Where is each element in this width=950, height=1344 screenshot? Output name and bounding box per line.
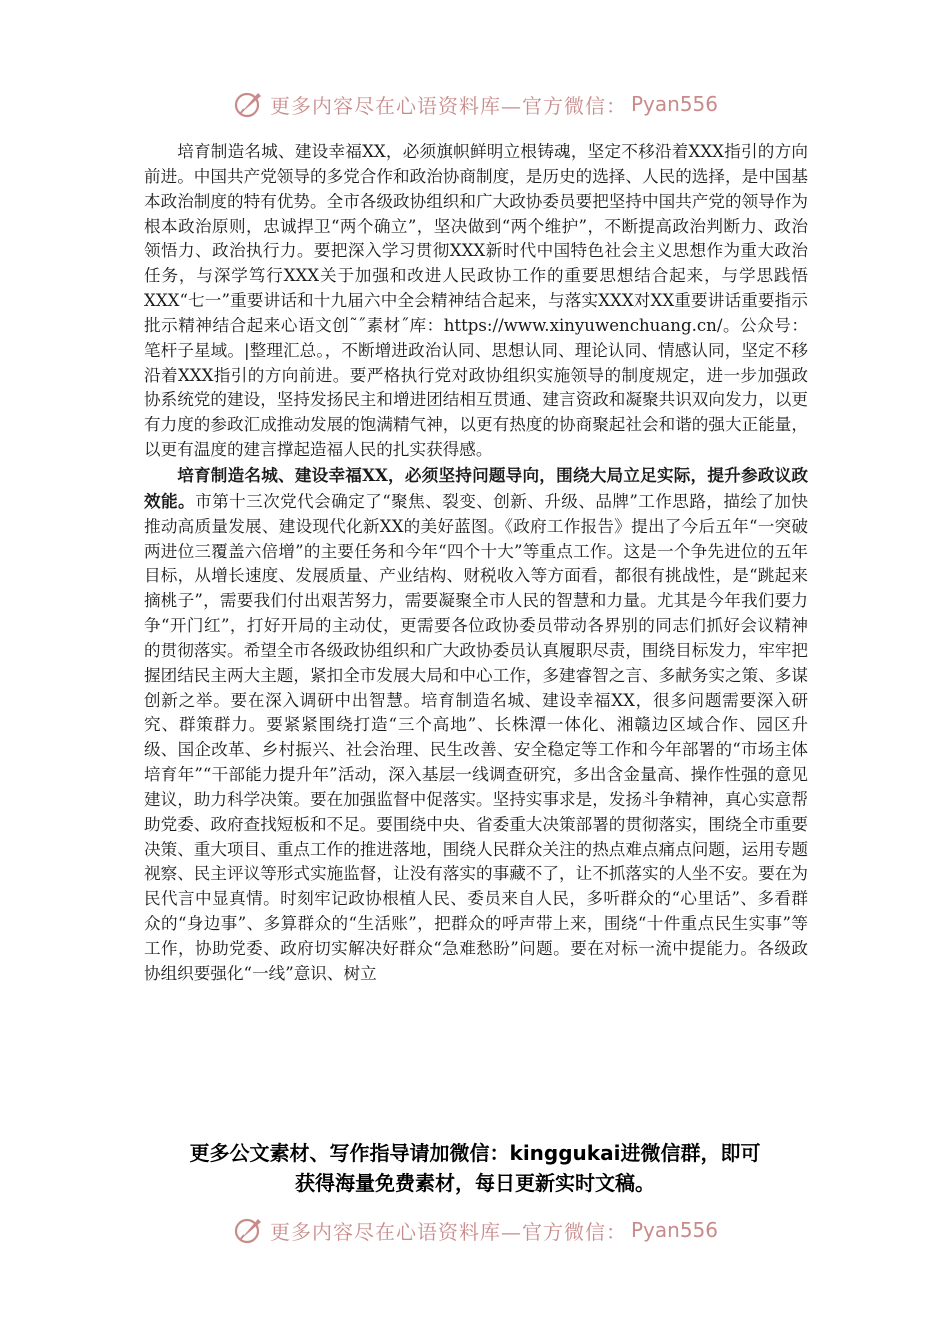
watermark-footer: [0, 1210, 950, 1250]
paragraph-1: 培育制造名城、建设幸福XX，必须旗帜鲜明立根铸魂，坚定不移沿着XXX指引的方向前进。中国共产党领导的多党合作和政治协商制度，是历史的选择、人民的选择，是中国基本政治制度的特有优势。全市各级政协组织和广大政协委员要把坚持中国共产党的领导作为根本政治原则，忠诚捍卫“两个确立”，坚决做到“两个维护”，不断提高政治判断力、政治领悟力、政治执行力。要把深入学习贯彻XXX新时代中国特色社会主义思想作为重大政治任务，与深学笃行XXX关于加强和改进人民政协工作的重要思想结合起来，与学思践悟XXX“七一”重要讲话和十九届六中全会精神结合起来，与落实XXX对XX重要讲话重要指示批示精神结合起来心语文创˜˝素材˝库：https://www.xinyuwenchuang.cn/。公众号：笔杆子星域。|整理汇总。，不断增进政治认同、思想认同、理论认同、情感认同，坚定不移沿着XXX指引的方向前进。要严格执行党对政协组织实施领导的制度规定，进一步加强政协系统党的建设，坚持发扬民主和增进团结相互贯通、建言资政和凝聚共识双向发力，以更有力度的参政汇成推动发展的饱满精气神，以更有热度的协商聚起社会和谐的强大正能量，以更有温度的建言撑起造福人民的扎实获得感。: [144, 142, 808, 460]
watermark-text: 更多内容尽在心语资料库—官方微信：: [269, 93, 627, 118]
watermark-id: Pyan556: [630, 1218, 718, 1242]
watermark-id: Pyan556: [630, 92, 718, 116]
document-body: [144, 140, 808, 987]
promo-line-2: 获得海量免费素材，每日更新实时文稿。: [295, 1171, 655, 1195]
promo-notice: [100, 1138, 850, 1198]
quill-logo-icon: [232, 1213, 266, 1247]
quill-logo-icon: [232, 87, 266, 121]
watermark-header: [0, 84, 950, 124]
watermark-text: 更多内容尽在心语资料库—官方微信：: [269, 1219, 627, 1244]
paragraph-2-text: 市第十三次党代会确定了“聚焦、裂变、创新、升级、品牌”工作思路，描绘了加快推动高质量发展、建设现代化新XX的美好蓝图。《政府工作报告》提出了今后五年“一突破两进位三覆盖六倍增”的主要任务和今年“四个十大”等重点工作。这是一个争先进位的五年目标，从增长速度、发展质量、产业结构、财税收入等方面看，都很有挑战性，是“跳起来摘桃子”，需要我们付出艰苦努力，需要凝聚全市人民的智慧和力量。尤其是今年我们要力争“开门红”，打好开局的主动仗，更需要各位政协委员带动各界别的同志们抓好会议精神的贯彻落实。希望全市各级政协组织和广大政协委员认真履职尽责，围绕目标发力，牢牢把握团结民主两大主题，紧扣全市发展大局和中心工作，多建睿智之言、多献务实之策、多谋创新之举。要在深入调研中出智慧。培育制造名城、建设幸福XX，很多问题需要深入研究、群策群力。要紧紧围绕打造“三个高地”、长株潭一体化、湘赣边区域合作、园区升级、国企改革、乡村振兴、社会治理、民生改善、安全稳定等工作和今年部署的“市场主体培育年”“干部能力提升年”活动，深入基层一线调查研究，多出含金量高、操作性强的意见建议，助力科学决策。要在加强监督中促落实。坚持实事求是，发扬斗争精神，真心实意帮助党委、政府查找短板和不足。要围绕中央、省委重大决策部署的贯彻落实，围绕全市重要决策、重大项目、重点工作的推进落地，围绕人民群众关注的热点难点痛点问题，运用专题视察、民主评议等形式实施监督，让没有落实的事藏不了，让不抓落实的人坐不安。要在为民代言中显真情。时刻牢记政协根植人民、委员来自人民，多听群众的“心里话”、多看群众的“身边事”、多算群众的“生活账”，把群众的呼声带上来，围绕“十件重点民生实事”等工作，协助党委、政府切实解决好群众“急难愁盼”问题。要在对标一流中提能力。各级政协组织要强化“一线”意识、树立: [144, 491, 809, 983]
paragraph-2: [144, 463, 808, 987]
paragraph-2-heading: 培育制造名城、建设幸福XX，必须坚持问题导向，围绕大局立足实际，提升参政议政效能。: [144, 464, 808, 511]
promo-line-1: 更多公文素材、写作指导请加微信：kinggukai进微信群，即可: [189, 1141, 761, 1165]
